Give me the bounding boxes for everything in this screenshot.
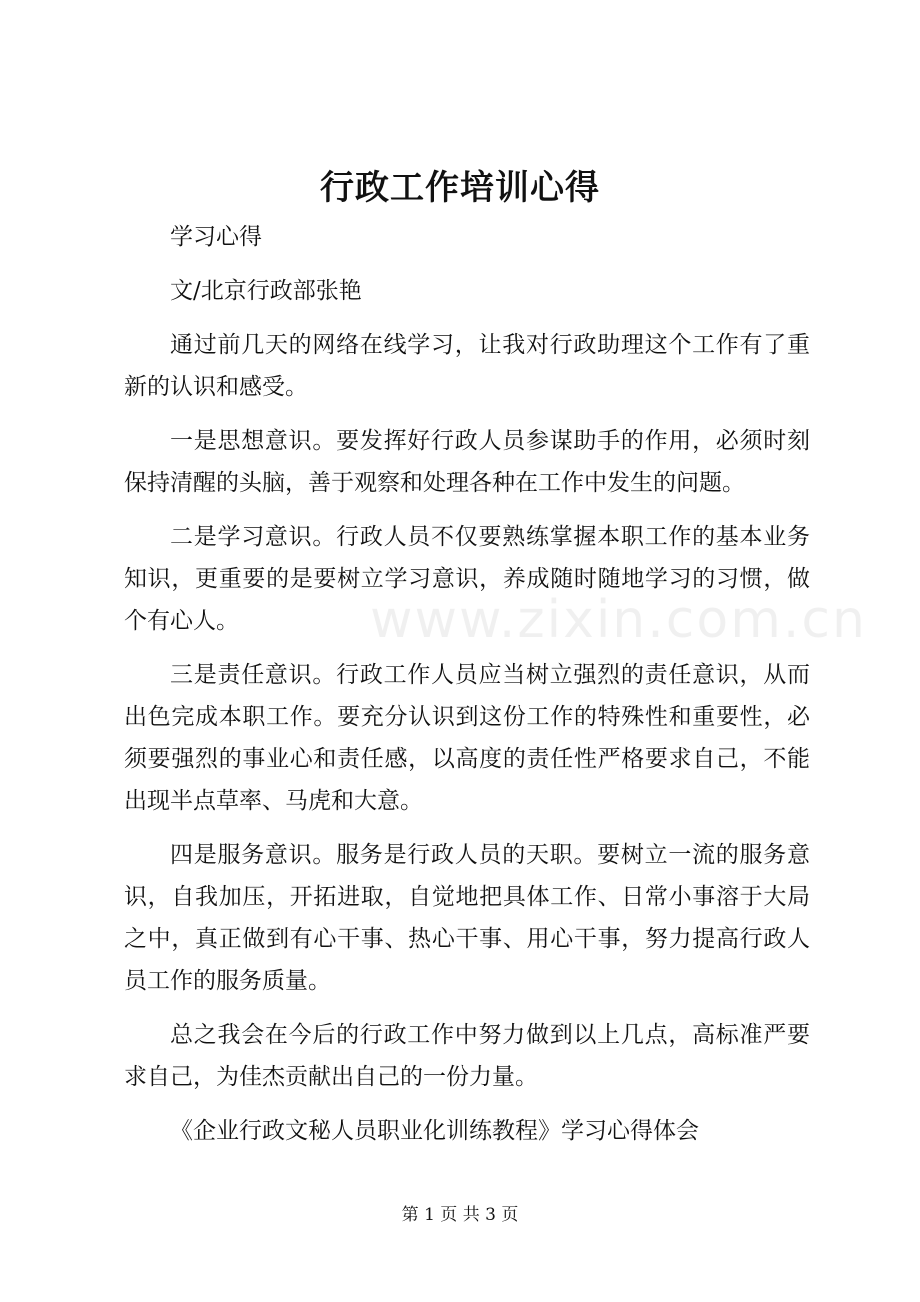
document-title: 行政工作培训心得: [320, 168, 600, 208]
paragraph-responsibility: 三是责任意识。行政工作人员应当树立强烈的责任意识，从而出色完成本职工作。要充分认识到这份工作的特殊性和重要性，必须要强烈的事业心和责任感，以高度的责任性严格要求自己，不能出现半点草率、马虎和大意。: [124, 662, 810, 814]
paragraph-subtitle: 学习心得: [170, 224, 262, 250]
watermark-text: www.zixin.com.cn: [370, 590, 867, 650]
paragraph-next-heading: 《企业行政文秘人员职业化训练教程》学习心得体会: [170, 1118, 699, 1144]
paragraph-intro: 通过前几天的网络在线学习，让我对行政助理这个工作有了重新的认识和感受。: [124, 332, 810, 400]
paragraph-service: 四是服务意识。服务是行政人员的天职。要树立一流的服务意识，自我加压，开拓进取，自觉地把具体工作、日常小事溶于大局之中，真正做到有心干事、热心干事、用心干事，努力提高行政人员工作的服务质量。: [124, 842, 810, 994]
page-footer: 第 1 页 共 3 页: [401, 1205, 519, 1225]
paragraph-learning: 二是学习意识。行政人员不仅要熟练掌握本职工作的基本业务知识，更重要的是要树立学习意识，养成随时随地学习的习惯，做个有心人。: [124, 524, 810, 634]
document-body: [124, 216, 810, 1164]
paragraph-author: 文/北京行政部张艳: [170, 278, 362, 304]
paragraph-thinking: 一是思想意识。要发挥好行政人员参谋助手的作用，必须时刻保持清醒的头脑，善于观察和处理各种在工作中发生的问题。: [124, 428, 810, 496]
paragraph-summary: 总之我会在今后的行政工作中努力做到以上几点，高标准严要求自己，为佳杰贡献出自己的一份力量。: [124, 1022, 810, 1090]
